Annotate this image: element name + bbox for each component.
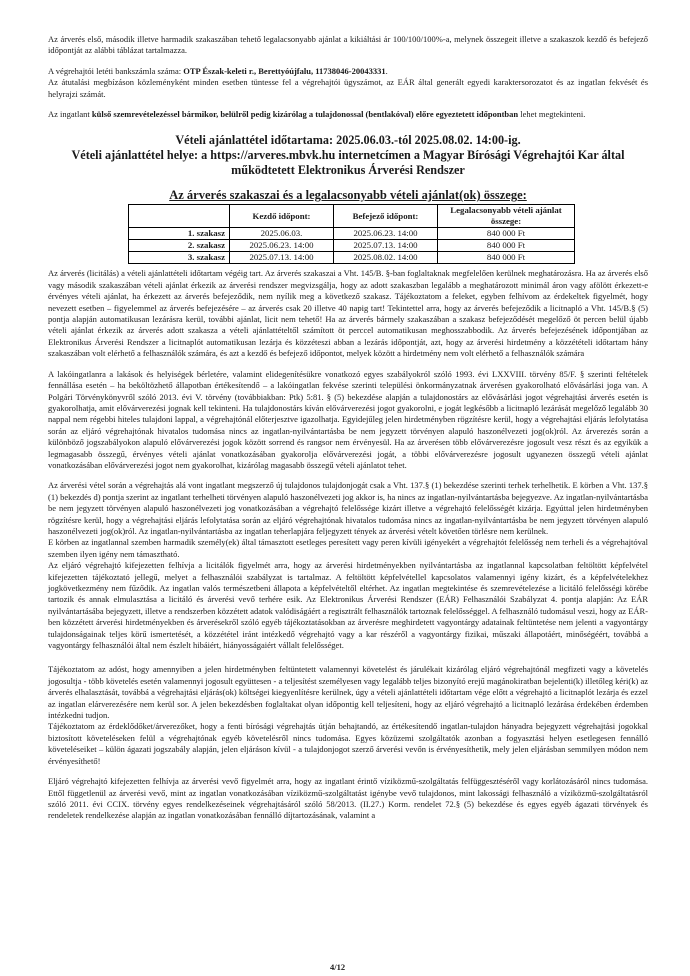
stage-name: 2. szakasz xyxy=(129,240,230,252)
table-header-row xyxy=(129,205,575,228)
bank-suffix: . xyxy=(385,65,388,76)
body-paragraph-water-utility: Eljáró végrehajtó kifejezetten felhívja az árverési vevő figyelmét arra, hogy az ingatlant érintő víziközmű-szolgáltatás felfüggesztéséről vagy korlátozásáról nincs tudomása. Ettől függetlenül az árverési vevő, mint az ingatlan vonatkozásában víziközmű-szolgáltatást igénybe vevő tulajdonos, mint lakossági felhasználó a víziközmű-szolgáltatásról szóló 2011. évi CCIX. törvény egyes rendelkezéseinek végrehajtásáról szóló 58/2013. (II.27.) Korm. rendelet 72.§ (5) bekezdése és egyes egyéb ágazati törvények és rendeletek rendelkezése alapján az ingatlan vonatkozásában fennálló díjtartozásának, valamint a xyxy=(48,776,648,821)
stage-min-bid: 840 000 Ft xyxy=(438,252,575,264)
body-paragraph-preemption: A lakóingatlanra a lakások és helyiségek bérletére, valamint elidegenítésükre vonatkozó egyes szabályokról szóló 1993. évi LXXVIII. törvény 85/F. § szerinti feltételek fennállása esetén – ha beköltözhető állapotban értékesítendő – a lakóingatlan fekvése szerinti települési önkormányzatnak árverésen gyakorolható elővásárlási joga van. A Polgári Törvénykönyvről szóló 2013. évi V. törvény (továbbiakban: Ptk) 5:81. § (5) bekezdése alapján a tulajdonostárs az elővásárlási jogot végrehajtási árverés esetén is gyakorolhatja, amit elővárverezési jognak kell tekinteni. Ha tulajdonostárs kíván elővárverezési jogot gyakorolni, e jogát legkésőbb a licitnapló lezárását megelőző legalább 30 nappal nem régebbi hiteles tulajdoni lappal, a végrehajtónál előterjesztve igazolhatja. Egyidejűleg jelen hirdetményben rögzítésre kerül, hogy a végrehajtási eljárás lefolytatása során az eljáró végrehajtónak hivatalos tudomása nincs az ingatlan-nyilvántartásba be nem jegyzett törvényen alapuló haszonélvezeti jog(ok)ról. Az árverezés során a különböző jogszabályokon alapuló elővárverezési jogok között sorrend és rangsor nem érvényesül. Ha az árverésen több elővárverezésre jogosult vesz részt és az egyikük a legmagasabb összegű, érvényes vételi ajánlat vonatkozásában gyakorolja elővárverezési jogát, a többi elővárverezésre jogosult ugyanezen összegű vételi ajánlat vonatkozásában elővárverezési jogot nem gyakorolhat, kizárólag magasabb összegű vételi ajánlatot tehet. xyxy=(48,368,648,470)
table-header-cell xyxy=(129,205,230,228)
body-paragraph-liability: E körben az ingatlannal szemben harmadik személy(ek) által támasztott esetleges peresített vagy peren kívüli igényekért a végrehajtót felelősség nem terheli és a végrehajtóval szemben ilyen igény nem támasztható. xyxy=(48,537,648,559)
table-row xyxy=(129,240,575,252)
bank-account-line xyxy=(48,66,648,77)
stage-start: 2025.06.23. 14:00 xyxy=(230,240,334,252)
stage-end: 2025.08.02. 14:00 xyxy=(334,252,438,264)
body-paragraph-debtor-notice: Tájékoztatom az adóst, hogy amennyiben a jelen hirdetményben feltüntetett valamennyi követelést és járulékait kizárólag eljáró végrehajtónál megfizeti vagy a követelés jogosultja - több követelés esetén valamennyi jogosult együttesen - a teljesítést személyesen vagy legalább teljes bizonyító erejű magánokiratban bejelenti(k) illetőleg kéri(k) az árverés elhalasztását, továbbá a végrehajtási eljárás(ok) költségei kiegyenlítésre kerülnek, úgy a vételi ajánlattételi időtartam vége előtt a végrehajtó a licitnaplót lezárja és ezzel az ingatlan elárverezésére nem kerül sor. A jelen bekezdésben foglaltakat olyan időpontig kell teljesíteni, hogy az eljáró végrehajtó a licitnapló lezárása érdekében érdemben intézkedni tudjon. xyxy=(48,664,648,721)
inspection-suffix: lehet megtekinteni. xyxy=(518,109,586,120)
body-paragraph-photos: Az eljáró végrehajtó kifejezetten felhívja a licitálók figyelmét arra, hogy az árverési hirdetményekben nyilvántartásba az ingatlannal kapcsolatban feltöltött képfelvétel kifejezetten tájékoztató jellegű, melyet a felhasználói szabályzat is tartalmaz. A feltöltött képfelvétellel kapcsolatos valamennyi igény kizárt, és a képfelvételekhez jogkövetkezmény nem fűződik. Az ingatlan valós természetbeni állapota a képfelvételtől eltérhet. Az ingatlan megtekintése és szemrevételezése a licitáló felelősségi körébe tartozik és annak elmulasztása a licitáló és árverési vevő terhére esik. Az Elektronikus Árverési Rendszer (EÁR) Felhasználói Szabályzat 4. pontja alapján: Az EÁR nyilvántartásába bejegyzett, illetve a rendszerben közzétett adatok valódiságáért a regisztrált felhasználók tartoznak felelősséggel. A felhasználó tudomásul veszi, hogy az EÁR-ben közzétett árverési hirdetményekben és árverésekről szóló egyéb tájékoztatásokban az árverésre meghirdetett vagyontárgy adatainak feltüntetése nem jelenti a vagyontárgy tulajdonságainak teljes körű ismertetését, a közzététel iránt intézkedő végrehajtó vagy a kar részéről a vagyontárgy fizikai, műszaki állapotáért, minőségéért, továbbá a vagyontárgy felhasználói által nem észlelt hibáiért, hiányosságaiért vállalt felelősséget. xyxy=(48,560,648,651)
stage-start: 2025.07.13. 14:00 xyxy=(230,252,334,264)
bank-prefix: A végrehajtói letéti bankszámla száma: xyxy=(48,65,184,76)
auction-stages-table xyxy=(128,204,575,264)
bid-period-headline: Vételi ajánlattétel időtartama: 2025.06.03.-tól 2025.08.02. 14:00-ig. xyxy=(175,133,521,148)
inspection-bold: külső szemrevételezéssel bármikor, belülről pedig kizárólag a tulajdonossal (bentlakóval) előre egyeztetett időpontban xyxy=(91,109,519,120)
stage-min-bid: 840 000 Ft xyxy=(438,228,575,240)
bid-place-headline: Vételi ajánlattétel helye: a https://arveres.mbvk.hu internetcímen a Magyar Bírósági Végrehajtói Kar által működtetett Elektronikus Árverési Rendszer xyxy=(71,148,625,178)
stage-end: 2025.06.23. 14:00 xyxy=(334,228,438,240)
document-page xyxy=(48,34,648,822)
bank-account-value: OTP Észak-keleti r., Berettyóújfalu, 11738046-20043331 xyxy=(183,65,386,76)
table-header-cell: Kezdő időpont: xyxy=(230,205,334,228)
body-paragraph-utility-claims: Tájékoztatom az érdeklődőket/árverezőket, hogy a fenti bírósági végrehajtás útján behajtandó, az értékesítendő ingatlan-tulajdon hányadra bejegyzett végrehajtási jogokkal biztosított követeléseken felül a végrehajtónak egyéb követelésről nincs tudomása. Egyes közüzemi szolgáltatók azonban a fogyasztási helyen esetlegesen fennálló követeléseiket – külön ágazati jogszabály alapján, jelen eljáráson kívül - a tulajdonjogot szerző árverési vevőn is érvényesíthetik, mely jelen eljárásban semmilyen módon nem érvényesíthető! xyxy=(48,721,648,766)
stage-start: 2025.06.03. xyxy=(230,228,334,240)
table-header-cell: Befejező időpont: xyxy=(334,205,438,228)
stage-name: 1. szakasz xyxy=(129,228,230,240)
page-number: 4/12 xyxy=(330,962,346,972)
inspection-paragraph xyxy=(48,109,648,120)
bank-transfer-note: Az átutalási megbízáson közleményként minden esetben tüntesse fel a végrehajtói ügyszámot, az EÁR által generált egyedi karaktersorozatot és az ingatlan fekvését és helyrajzi számát. xyxy=(48,77,648,99)
table-header-cell: Legalacsonyabb vételi ajánlat összege: xyxy=(438,205,575,228)
inspection-prefix: Az ingatlant xyxy=(48,109,92,120)
table-row xyxy=(129,252,575,264)
body-paragraph-bidding: Az árverés (licitálás) a vételi ajánlattételi időtartam végéig tart. Az árverés szakaszai a Vht. 145/B. §-ban foglaltaknak megfelelően kerülnek meghatározásra. Ha az árverés első vagy második szakaszában vételi ajánlat érkezik az árverési rendszer megvizsgálja, hogy az adott szakaszban legalább a meghatározott minimál áron vagy afölött érkezett-e érvényes vételi ajánlat, ha érkezett az árverés befejeződik, nem nyílik meg a következő szakasz. Tájékoztatom a feleket, egyben felhívom az érdekeltek figyelmét, hogy nevezett esetben – figyelemmel az árverés befejezésére – az árverés csak 20 illetve 40 napig tart! Tekintettel arra, hogy az árverés befejeződik a licitnapló a Vht. 145/B.§ (5) pontja alapján automatikusan lezárásra kerül, további ajánlat, licit nem tehető! Ha az árverés bármely szakaszában a szakasz befejeződését megelőző öt percen belül újabb vételi ajánlat érkezik az árverés adott szakasza a vételi ajánlattételtől számított öt perccel automatikusan meghosszabbodik. Az árverés befejezésének időpontjában az Elektronikus Árverési Rendszer a licitnaplót automatikusan lezárja és közzéteszi abban a lezárás időpontját, azt, hogy az árverési hirdetmény a közzétételi időtartam hány szakaszában volt elérhető a felhasználók számára, és azt a kezdő és befejező időpontot, melyek között a hirdetmény nem volt elérhető a felhasználók számára xyxy=(48,268,648,359)
body-paragraph-encumbrances: Az árverési vétel során a végrehajtás alá vont ingatlant megszerző új tulajdonos tulajdonjogát csak a Vht. 137.§ (1) bekezdése szerinti terhek terhelhetik. E körben a Vht. 137.§ (1) bekezdés d) pontja szerint az ingatlant terhelheti törvényen alapuló haszonélvezeti jog akkor is, ha nincs az ingatlan-nyilvántartásba bejegyezve. Az ingatlan-nyilvántartásba be nem jegyzett törvényen alapuló haszonélvezeti jog vonatkozásában a végrehajtó felelőssége kizárt illetve a végrehajtó felelősségét kizárja. Egyúttal jelen hirdetményben rögzítésre kerül, hogy a végrehajtási eljárás lefolytatása során az eljáró végrehajtónak hivatalos tudomása nincs az ingatlan-nyilvántartásba be nem jegyzett törvényen alapuló haszonélvezeti jog(ok)ról. Az ingatlan-nyilvántartásba az ingatlan teherlapjára feljegyzett tények az árverési vételt követően törlésre nem kerülnek. xyxy=(48,480,648,536)
stage-name: 3. szakasz xyxy=(129,252,230,264)
intro-paragraph: Az árverés első, második illetve harmadik szakaszában tehető legalacsonyabb ajánlat a kikiáltási ár 100/100/100%-a, melynek összegeit illetve a szakaszok kezdő és befejező időpontját az alábbi táblázat tartalmazza. xyxy=(48,34,648,56)
stage-min-bid: 840 000 Ft xyxy=(438,240,575,252)
table-row xyxy=(129,228,575,240)
stage-end: 2025.07.13. 14:00 xyxy=(334,240,438,252)
auction-table-title: Az árverés szakaszai és a legalacsonyabb vételi ajánlat(ok) összege: xyxy=(169,188,527,203)
